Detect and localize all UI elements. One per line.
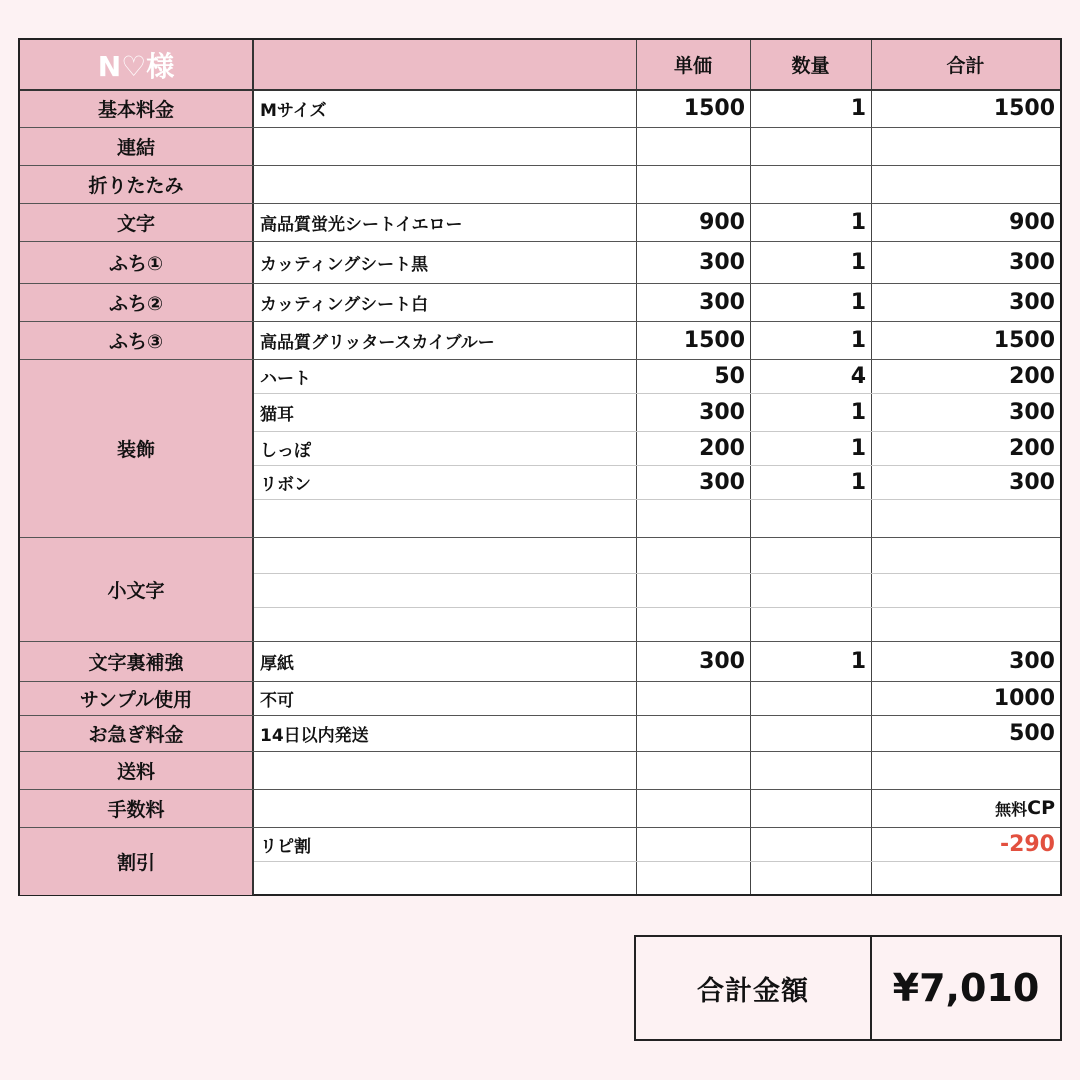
- item-name: 猫耳: [260, 404, 294, 425]
- line-total: [871, 789, 1060, 827]
- item-name: リボン: [260, 474, 311, 495]
- quantity: 1: [850, 399, 866, 425]
- total-header: 合計: [871, 40, 1060, 89]
- row-divider: [20, 537, 1060, 538]
- category-label: ふち①: [20, 241, 254, 283]
- quantity: [750, 715, 871, 751]
- header-item-column: [254, 40, 636, 89]
- row-divider: [20, 321, 1060, 322]
- row-divider: [20, 165, 1060, 166]
- column-divider: [871, 40, 872, 894]
- category-label: 連結: [20, 127, 254, 165]
- unit-price: 900: [699, 209, 745, 235]
- item-name: Mサイズ: [260, 100, 327, 121]
- unit-price: [636, 789, 750, 827]
- item-name: [254, 573, 636, 607]
- row-divider: [20, 127, 1060, 128]
- line-total: 300: [1009, 399, 1055, 425]
- quantity: [750, 537, 871, 573]
- row-divider: [254, 393, 1060, 394]
- item-name: [254, 537, 636, 573]
- unit-price: [636, 827, 750, 861]
- quantity: [750, 827, 871, 861]
- quantity: [750, 607, 871, 641]
- category-label: 割引: [20, 827, 254, 895]
- item-name: 厚紙: [260, 653, 294, 674]
- quantity: 1: [850, 95, 866, 121]
- fee-note-prefix: 無料: [995, 799, 1028, 819]
- item-name: カッティングシート白: [260, 294, 429, 315]
- quantity: 1: [850, 249, 866, 275]
- row-divider: [254, 431, 1060, 432]
- item-name: [254, 499, 636, 537]
- row-divider: [254, 607, 1060, 608]
- line-total: [871, 537, 1060, 573]
- quantity-header: 数量: [750, 40, 871, 89]
- category-label: 基本料金: [20, 89, 254, 127]
- line-total: 300: [1009, 249, 1055, 275]
- quantity: [750, 573, 871, 607]
- category-label: 装飾: [20, 359, 254, 537]
- unit-price: 300: [699, 289, 745, 315]
- unit-price: [636, 861, 750, 895]
- item-name: 14日以内発送: [260, 725, 369, 746]
- item-name: しっぽ: [260, 440, 311, 461]
- row-divider: [20, 641, 1060, 642]
- category-label: ふち③: [20, 321, 254, 359]
- line-total: 1500: [993, 327, 1055, 353]
- item-name: [254, 127, 636, 165]
- unit-price: 1500: [683, 95, 745, 121]
- fee-note-suffix: CP: [1027, 797, 1055, 819]
- item-name: 高品質グリッタースカイブルー: [260, 332, 495, 353]
- item-name: リピ割: [260, 836, 311, 857]
- row-divider: [20, 827, 1060, 828]
- quantity: 1: [850, 435, 866, 461]
- category-label: 送料: [20, 751, 254, 789]
- item-name: 高品質蛍光シートイエロー: [260, 214, 463, 235]
- quantity: [750, 681, 871, 715]
- unit-price: [636, 165, 750, 203]
- quantity: [750, 751, 871, 789]
- unit-price: 300: [699, 469, 745, 495]
- category-label: お急ぎ料金: [20, 715, 254, 751]
- customer-name: N♡様: [20, 40, 254, 89]
- unit-price: 50: [714, 363, 745, 389]
- quantity: [750, 861, 871, 895]
- line-total: -290: [999, 831, 1055, 857]
- quantity: 1: [850, 648, 866, 674]
- quantity: 4: [850, 363, 866, 389]
- line-total: 200: [1009, 435, 1055, 461]
- row-divider: [20, 359, 1060, 360]
- item-name: [254, 861, 636, 895]
- row-divider: [254, 573, 1060, 574]
- column-divider: [750, 40, 751, 894]
- quantity: [750, 165, 871, 203]
- quantity: [750, 127, 871, 165]
- row-divider: [20, 241, 1060, 242]
- line-total: [871, 751, 1060, 789]
- category-label: サンプル使用: [20, 681, 254, 715]
- row-divider: [20, 751, 1060, 752]
- line-total: [871, 499, 1060, 537]
- row-divider: [254, 861, 1060, 862]
- unit-price: 300: [699, 249, 745, 275]
- item-name: [254, 607, 636, 641]
- unit-price: [636, 681, 750, 715]
- column-divider: [636, 40, 637, 894]
- unit-price: 300: [699, 648, 745, 674]
- line-total: 300: [1009, 648, 1055, 674]
- unit-price: 200: [699, 435, 745, 461]
- line-total: [871, 861, 1060, 895]
- item-name: [254, 789, 636, 827]
- unit-price: [636, 715, 750, 751]
- line-total: 1000: [993, 685, 1055, 711]
- line-total: 500: [1009, 720, 1055, 746]
- item-name: 不可: [260, 690, 294, 711]
- estimate-table: [18, 38, 1062, 896]
- item-name: ハート: [260, 368, 311, 389]
- unit-price: 300: [699, 399, 745, 425]
- unit-price: [636, 537, 750, 573]
- row-divider: [20, 789, 1060, 790]
- category-label: ふち②: [20, 283, 254, 321]
- quantity: 1: [850, 209, 866, 235]
- category-label: 小文字: [20, 537, 254, 641]
- unit-price: 1500: [683, 327, 745, 353]
- unit-price-header: 単価: [636, 40, 750, 89]
- quantity: [750, 789, 871, 827]
- quantity: 1: [850, 469, 866, 495]
- item-name: [254, 751, 636, 789]
- line-total: 900: [1009, 209, 1055, 235]
- line-total: [871, 607, 1060, 641]
- line-total: [871, 127, 1060, 165]
- line-total: 200: [1009, 363, 1055, 389]
- unit-price: [636, 573, 750, 607]
- quantity: 1: [850, 327, 866, 353]
- line-total: 300: [1009, 469, 1055, 495]
- unit-price: [636, 751, 750, 789]
- quantity: [750, 499, 871, 537]
- grand-total-label: 合計金額: [636, 937, 872, 1039]
- category-label: 文字: [20, 203, 254, 241]
- unit-price: [636, 607, 750, 641]
- line-total: [871, 165, 1060, 203]
- line-total: [871, 573, 1060, 607]
- category-label: 文字裏補強: [20, 641, 254, 681]
- grand-total-box: [634, 935, 1062, 1041]
- row-divider: [20, 681, 1060, 682]
- category-label: 折りたたみ: [20, 165, 254, 203]
- unit-price: [636, 499, 750, 537]
- row-divider: [20, 283, 1060, 284]
- category-label: 手数料: [20, 789, 254, 827]
- unit-price: [636, 127, 750, 165]
- item-name: カッティングシート黒: [260, 254, 429, 275]
- quantity: 1: [850, 289, 866, 315]
- grand-total-value: ¥7,010: [892, 966, 1040, 1010]
- row-divider: [254, 465, 1060, 466]
- row-divider: [254, 499, 1060, 500]
- line-total: 1500: [993, 95, 1055, 121]
- item-name: [254, 165, 636, 203]
- line-total: 300: [1009, 289, 1055, 315]
- header-divider: [20, 89, 1060, 91]
- row-divider: [20, 203, 1060, 204]
- row-divider: [20, 715, 1060, 716]
